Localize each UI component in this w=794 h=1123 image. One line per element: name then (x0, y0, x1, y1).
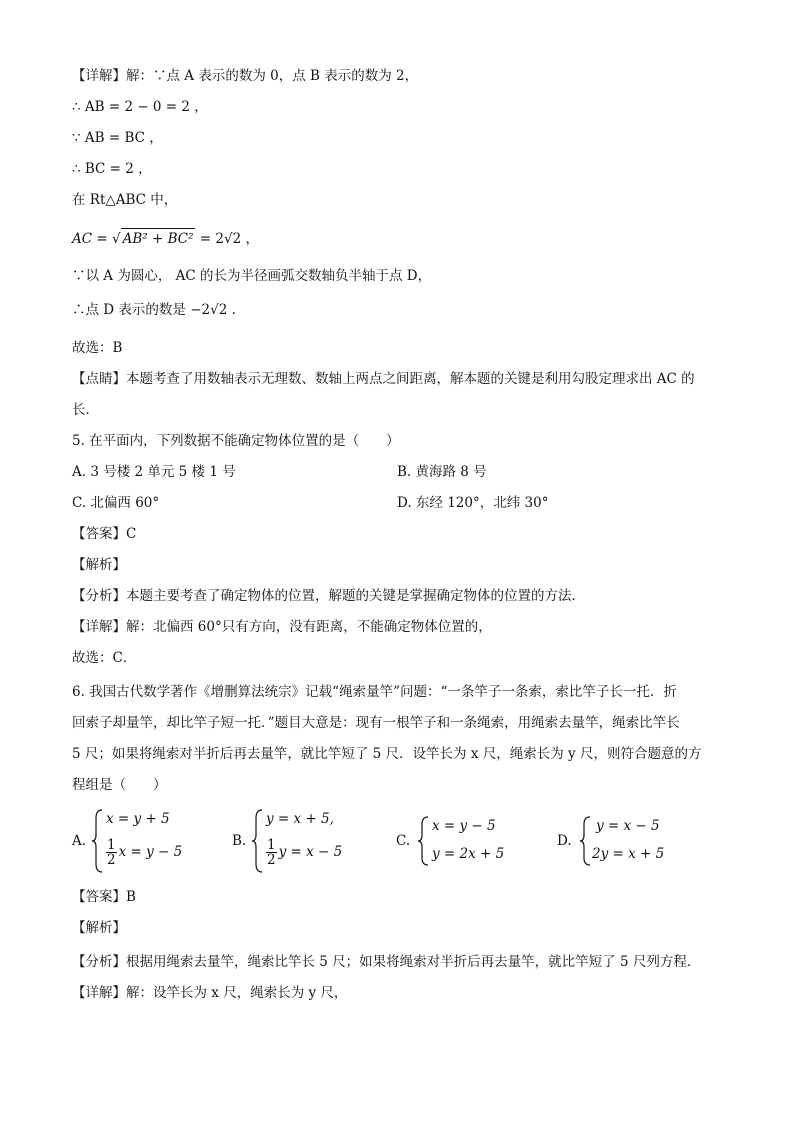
q5-stem: 5. 在平面内，下列数据不能确定物体位置的是（ ） (72, 433, 400, 449)
choice-line: 故选：B (72, 340, 123, 356)
brace-icon (252, 808, 264, 874)
q6-option-c-label: C. (396, 833, 411, 849)
q6-option-c-system (418, 815, 528, 867)
q5-option-a: A. 3 号楼 2 单元 5 楼 1 号 (72, 464, 236, 480)
q6-option-d-system (580, 815, 690, 867)
q5-option-d: D. 东经 120°，北纬 30° (397, 495, 549, 511)
q6-d-eq2: 2y = x + 5 (592, 846, 665, 862)
q6-detail: 【详解】解：设竿长为 x 尺，绳索长为 y 尺， (72, 985, 348, 1001)
radical-sign: √ (111, 231, 121, 247)
q6-c-eq1: x = y − 5 (432, 818, 496, 834)
q6-b-eq1: y = x + 5, (266, 811, 334, 827)
comment-line-1: 【点睛】本题考查了用数轴表示无理数、数轴上两点之间距离，解本题的关键是利用勾股定理求出 AC 的 (72, 371, 695, 387)
q6-stem-line-1: 6. 我国古代数学著作《增删算法统宗》记载“绳索量竿”问题：“一条竿子一条索，索比竿子长一托．折 (72, 684, 677, 700)
q5-option-b: B. 黄海路 8 号 (397, 464, 487, 480)
q6-option-b-label: B. (232, 833, 247, 849)
q6-option-d-label: D. (557, 833, 572, 849)
radicand: AB² + BC² (121, 228, 196, 249)
ac-result: = 2√2 ， (195, 231, 259, 247)
q6-c-eq2: y = 2x + 5 (432, 846, 505, 862)
q6-option-a-system (92, 808, 212, 874)
q5-detail: 【详解】解：北偏西 60°只有方向，没有距离，不能确定物体位置的， (72, 619, 492, 635)
solution-line-5: 在 Rt△ABC 中， (72, 192, 178, 208)
q5-analysis-heading: 【解析】 (72, 557, 126, 573)
q5-choice: 故选：C． (72, 650, 137, 666)
fraction: $\frac{1}{2}$ (107, 837, 116, 868)
ac-equals: AC = (72, 231, 112, 247)
solution-line-7: ∵以 A 为圆心， AC 的长为半径画弧交数轴负半轴于点 D， (72, 268, 432, 284)
q6-option-b-system (252, 808, 372, 874)
q5-option-c: C. 北偏西 60° (72, 495, 160, 511)
q5-answer: 【答案】C (72, 526, 137, 542)
brace-icon (580, 815, 592, 867)
q6-analysis-heading: 【解析】 (72, 920, 126, 936)
solution-line-1: 【详解】解：∵点 A 表示的数为 0，点 B 表示的数为 2， (72, 68, 419, 84)
pythagoras-line (72, 228, 259, 249)
brace-icon (92, 808, 104, 874)
q6-d-eq1: y = x − 5 (596, 818, 660, 834)
q6-option-a-label: A. (72, 833, 87, 849)
q6-stem-line-4: 程组是（ ） (72, 777, 167, 793)
q6-b-eq2: $\frac{1}{2}$ y = x − 5 (267, 837, 343, 868)
q6-a-eq1: x = y + 5 (106, 811, 170, 827)
q6-answer: 【答案】B (72, 889, 136, 905)
comment-line-2: 长． (72, 402, 99, 418)
solution-line-8: ∴点 D 表示的数是 −2√2 . (72, 302, 236, 318)
solution-line-2: ∴ AB = 2 − 0 = 2 ， (72, 99, 208, 115)
q6-stem-line-2: 回索子却量竿，却比竿子短一托．”题目大意是：现有一根竿子和一条绳索，用绳索去量竿，绳索比竿长 (72, 715, 680, 731)
solution-line-4: ∴ BC = 2 ， (72, 161, 152, 177)
fraction: $\frac{1}{2}$ (267, 837, 276, 868)
q6-stem-line-3: 5 尺；如果将绳索对半折后再去量竿，就比竿短了 5 尺．设竿长为 x 尺，绳索长为 y 尺，则符合题意的方 (72, 746, 702, 762)
q5-analysis: 【分析】本题主要考查了确定物体的位置，解题的关键是掌握确定物体的位置的方法． (72, 588, 585, 604)
brace-icon (418, 815, 430, 867)
solution-line-3: ∵ AB = BC ， (72, 130, 163, 146)
q6-analysis: 【分析】根据用绳索去量竿，绳索比竿长 5 尺；如果将绳索对半折后再去量竿，就比竿短了 5 尺列方程． (72, 954, 701, 970)
q6-a-eq2: $\frac{1}{2}$ x = y − 5 (107, 837, 183, 868)
